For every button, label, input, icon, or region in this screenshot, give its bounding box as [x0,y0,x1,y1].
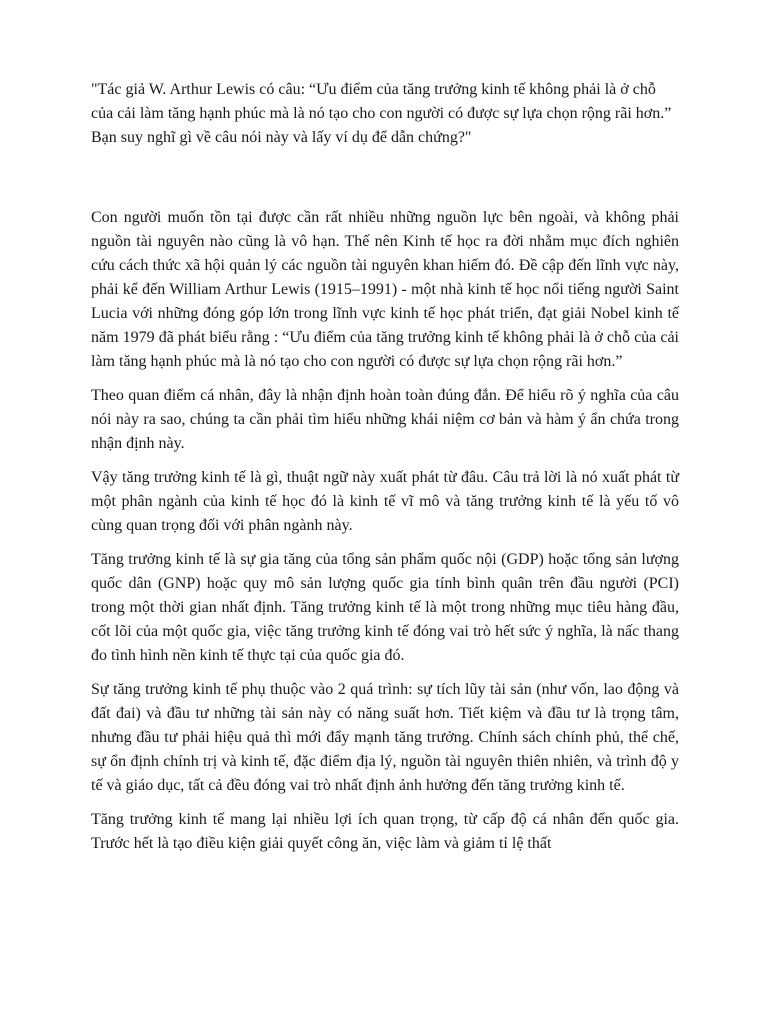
document-page [91,78,679,866]
paragraph-factors: Sự tăng trưởng kinh tế phụ thuộc vào 2 quá trình: sự tích lũy tài sản (như vốn, lao động và đất đai) và đầu tư những tài sản này có năng suất hơn. Tiết kiệm và đầu tư là trọng tâm, nhưng đầu tư phải hiệu quả thì mới đẩy mạnh tăng trưởng. Chính sách chính phủ, thể chế, sự ổn định chính trị và kinh tế, đặc điểm địa lý, nguồn tài nguyên thiên nhiên, và trình độ y tế và giáo dục, tất cả đều đóng vai trò nhất định ảnh hưởng đến tăng trưởng kinh tế. [91,681,679,794]
paragraph-definition: Tăng trưởng kinh tế là sự gia tăng của tổng sản phẩm quốc nội (GDP) hoặc tổng sản lượng quốc dân (GNP) hoặc quy mô sản lượng quốc gia tính bình quân trên đầu người (PCI) trong một thời gian nhất định. Tăng trưởng kinh tế là một trong những mục tiêu hàng đầu, cốt lõi của một quốc gia, việc tăng trưởng kinh tế đóng vai trò hết sức ý nghĩa, là nấc thang đo tình hình nền kinh tế thực tại của quốc gia đó. [91,551,679,664]
essay-question: "Tác giả W. Arthur Lewis có câu: “Ưu điểm của tăng trưởng kinh tế không phải là ở chỗ của cải làm tăng hạnh phúc mà là nó tạo cho con người có được sự lựa chọn rộng rãi hơn.” Bạn suy nghĩ gì về câu nói này và lấy ví dụ để dẫn chứng?" [91,81,672,146]
paragraph-benefits: Tăng trưởng kinh tế mang lại nhiều lợi ích quan trọng, từ cấp độ cá nhân đến quốc gia. Trước hết là tạo điều kiện giải quyết công ăn, việc làm và giảm tỉ lệ thất [91,811,679,852]
paragraph-intro: Con người muốn tồn tại được cần rất nhiều những nguồn lực bên ngoài, và không phải nguồn tài nguyên nào cũng là vô hạn. Thế nên Kinh tế học ra đời nhằm mục đích nghiên cứu cách thức xã hội quản lý các nguồn tài nguyên khan hiếm đó. Đề cập đến lĩnh vực này, phải kể đến William Arthur Lewis (1915–1991) - một nhà kinh tế học nổi tiếng người Saint Lucia với những đóng góp lớn trong lĩnh vực kinh tế học phát triển, đạt giải Nobel kinh tế năm 1979 đã phát biểu rằng : “Ưu điểm của tăng trưởng kinh tế không phải là ở chỗ của cải làm tăng hạnh phúc mà là nó tạo cho con người có được sự lựa chọn rộng rãi hơn.” [91,209,679,370]
paragraph-origin: Vậy tăng trưởng kinh tế là gì, thuật ngữ này xuất phát từ đâu. Câu trả lời là nó xuất phát từ một phân ngành của kinh tế học đó là kinh tế vĩ mô và tăng trưởng kinh tế là yếu tố vô cùng quan trọng đối với phân ngành này. [91,469,679,534]
paragraph-opinion: Theo quan điểm cá nhân, đây là nhận định hoàn toàn đúng đắn. Để hiểu rõ ý nghĩa của câu nói này ra sao, chúng ta cần phải tìm hiểu những khái niệm cơ bản và hàm ý ẩn chứa trong nhận định này. [91,387,679,452]
